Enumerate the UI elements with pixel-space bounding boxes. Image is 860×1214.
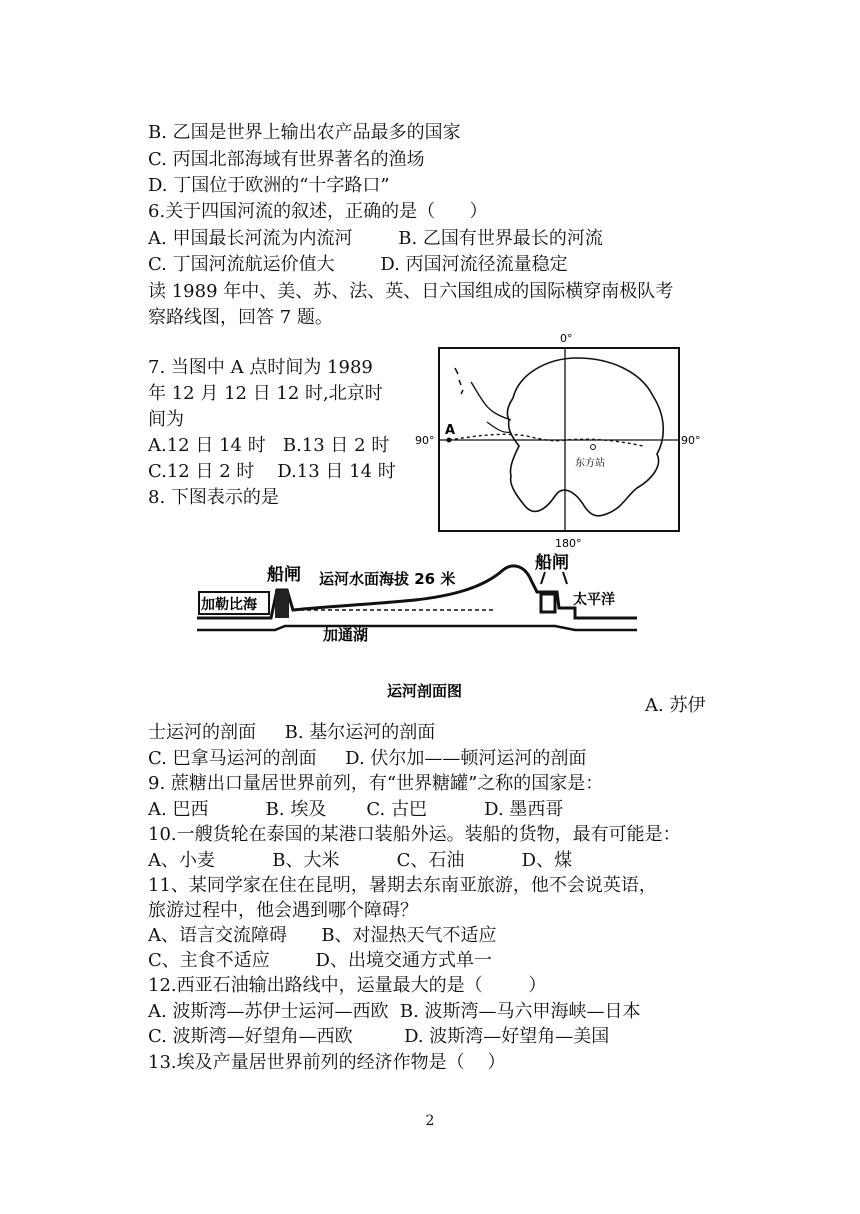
antarctica-coastline (507, 358, 663, 516)
station-marker (591, 445, 596, 450)
map-label-90w: 90° (415, 434, 435, 447)
lock-right-pointer (541, 572, 567, 584)
question-11: 旅游过程中，他会遇到哪个障碍？ (148, 900, 418, 921)
option-line: A. 甲国最长河流为内流河 B. 乙国有世界最长的河流 (148, 228, 603, 249)
option-line: C.12 日 2 时 D.13 日 14 时 (148, 461, 396, 482)
islands (455, 368, 463, 394)
question-7: 间为 (148, 409, 184, 430)
antarctic-route-map (415, 328, 710, 550)
ice-shelf-edge (487, 422, 511, 432)
question-10: 10.一艘货轮在泰国的某港口装船外运。装船的货物，最有可能是： (148, 824, 681, 845)
option-line: C. 丁国河流航运价值大 D. 丙国河流径流量稳定 (148, 254, 568, 275)
lock-left-label: 船闸 (267, 565, 301, 585)
question-6: 6.关于四国河流的叙述，正确的是（ ） (148, 201, 488, 222)
map-label-90e: 90° (681, 434, 701, 447)
option-line: A. 波斯湾—苏伊士运河—西欧 B. 波斯湾—马六甲海峡—日本 (148, 1001, 641, 1022)
question-7: 年 12 月 12 日 12 时,北京时 (148, 383, 383, 404)
option-line: A、语言交流障碍 B、对湿热天气不适应 (148, 925, 497, 946)
lock-right-label: 船闸 (535, 553, 569, 573)
map-label-0: 0° (560, 332, 573, 345)
canal-profile-figure (195, 548, 640, 698)
question-8: 8. 下图表示的是 (148, 487, 279, 508)
question-7: 7. 当图中 A 点时间为 1989 (148, 357, 373, 378)
question-13: 13.埃及产量居世界前列的经济作物是（ ） (148, 1052, 506, 1073)
reading-intro: 察路线图，回答 7 题。 (148, 307, 333, 328)
option-line: C. 波斯湾—好望角—西欧 D. 波斯湾—好望角—美国 (148, 1026, 610, 1047)
question-12: 12.西亚石油输出路线中，运量最大的是（ ） (148, 975, 547, 996)
lake-label: 加通湖 (323, 626, 369, 644)
option-line: B. 乙国是世界上输出农产品最多的国家 (148, 122, 461, 143)
option-line: C、主食不适应 D、出境交通方式单一 (148, 950, 492, 971)
reading-intro: 读 1989 年中、美、苏、法、英、日六国组成的国际横穿南极队考 (148, 281, 674, 302)
option-line: C. 丙国北部海域有世界著名的渔场 (148, 149, 425, 170)
peninsula-outline (471, 382, 511, 420)
left-sea-label: 加勒比海 (201, 597, 257, 613)
point-a-marker (447, 438, 452, 443)
option-line: 士运河的剖面 B. 基尔运河的剖面 (148, 722, 436, 743)
page-number: 2 (425, 1113, 435, 1129)
lock-right (541, 594, 555, 612)
point-a-label: A (445, 423, 456, 438)
map-label-180: 180° (555, 537, 582, 550)
question-9: 9. 蔗糖出口量居世界前列，有“世界糖罐”之称的国家是： (148, 773, 604, 794)
question-11: 11、某同学家在住在昆明，暑期去东南亚旅游，他不会说英语， (148, 875, 657, 896)
option-line: D. 丁国位于欧洲的“十字路口” (148, 175, 390, 196)
elevation-label: 运河水面海拔 26 米 (319, 570, 456, 588)
option-line: A.12 日 14 时 B.13 日 2 时 (148, 435, 390, 456)
station-label: 东方站 (575, 458, 605, 469)
option-line: A、小麦 B、大米 C、石油 D、煤 (148, 850, 573, 871)
option-line: A. 苏伊 (645, 695, 706, 716)
figure-caption: 运河剖面图 (387, 682, 463, 698)
lock-left (275, 590, 289, 618)
canal-bed (197, 626, 637, 630)
option-line: A. 巴西 B. 埃及 C. 古巴 D. 墨西哥 (148, 799, 564, 820)
option-line: C. 巴拿马运河的剖面 D. 伏尔加——顿河运河的剖面 (148, 748, 587, 769)
right-sea-label: 太平洋 (573, 592, 615, 608)
